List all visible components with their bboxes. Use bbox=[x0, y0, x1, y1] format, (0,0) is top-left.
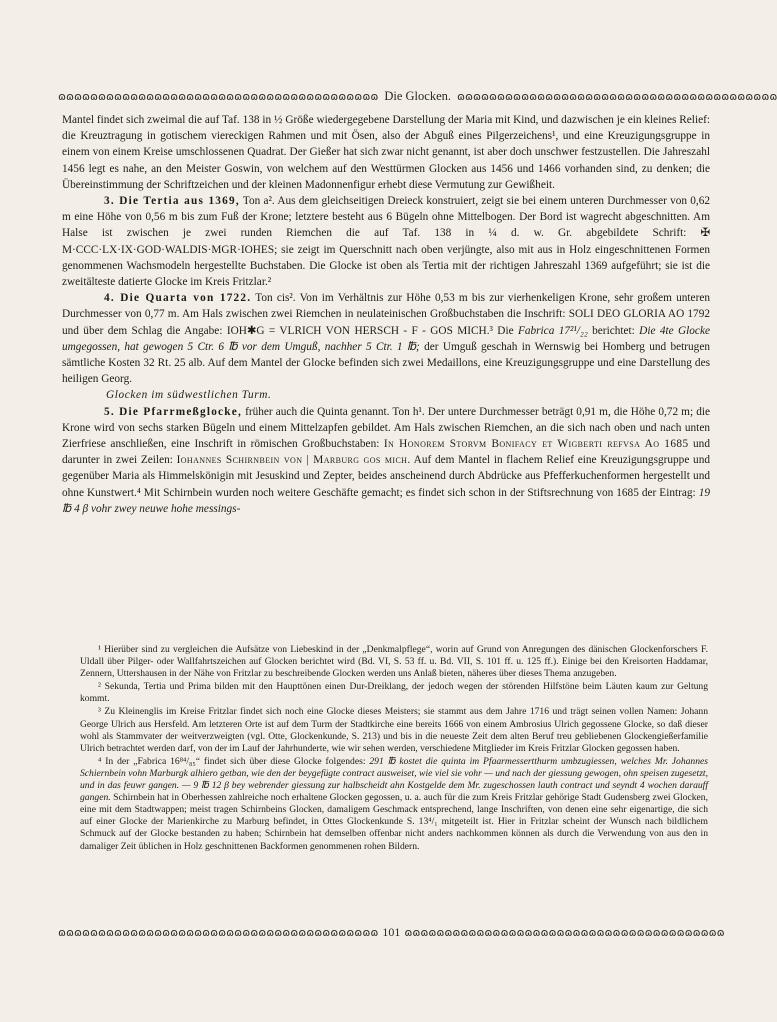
section-subheading: Glocken im südwestlichen Turm. bbox=[106, 389, 272, 402]
pfarr-inscription-1: In Honorem Storvm Bonifacy et Wigberti refvsa Ao 1685 bbox=[383, 438, 689, 451]
item-heading-tertia: 3. Die Tertia aus 1369, bbox=[104, 195, 240, 208]
paragraph-continuation: Mantel findet sich zweimal die auf Taf. 138 in ½ Größe wiedergegebene Darstellung der Maria mit Kind, und dazwischen je ein kleines Relief: die Kreuztragung in gotischem viereckigen Rahmen und mit Ösen, also der Abguß eines Pilgerzeichens¹, und eine Kreuzigungsgruppe in einem von einem Kreise umschlossenen Quadrat. Der Gießer hat sich zwar nicht genannt, ist aber doch unschwer festzustellen. Die Jahreszahl 1456 legt es nahe, an den Meister Goswin, von welchem auf den Westtürmen Glocken aus 1456 und 1466 vorhanden sind, zu denken; die Übereinstimmung der Schriftzeichen und der kleinen Madonnenfigur erhebt diese Vermutung zur Gewißheit. bbox=[62, 114, 710, 191]
running-footer bbox=[58, 924, 725, 939]
item-heading-pfarrmessglocke: 5. Die Pfarrmeßglocke, bbox=[104, 405, 242, 418]
paragraph-tertia bbox=[62, 193, 710, 290]
tertia-text: Ton a². Aus dem gleichseitigen Dreieck konstruiert, zeigt sie bei einem unteren Durchmesser von 0,62 m eine Höhe von 0,56 m bis zum Fuß der Krone; letztere besteht aus 6 Bügeln ohne Mittelbogen. Der Bord ist wagrecht abgeschnitten. Am Halse ist zwischen je zwei runden Riemchen die auf Taf. 138 in ¼ d. w. Gr. abgebildete Schrift: ✠ M·CCC·LX·IX·GOD·WALDIS·MGR·IOHES; sie zeigt im Querschnitt nach oben verjüngte, also mit aus in Holz eingeschnittenen Formen genommenen Wachsmodeln hergestellte Buchstaben. Die Glocke ist oben als Tertia mit der richtigen Jahreszahl 1369 aufgeführt; sie ist die zweitälteste datierte Glocke im Kreis Fritzlar.² bbox=[62, 195, 710, 289]
quarta-fabrica-ref: Fabrica 17²¹/₂₂ bbox=[517, 324, 588, 337]
pfarr-inscription-2: Iohannes Schirnbein von | Marburg gos mich. bbox=[176, 454, 411, 467]
quarta-text-3: der Umguß geschah in Wernswig bei Homberg und betrugen sämtliche Kosten 32 Rt. 25 alb. Auf dem Mantel der Glocke befinden sich zwei Medaillons, eine Kreuzigungsgruppe und eine Darstellung des heiligen Georg. bbox=[62, 340, 710, 386]
paragraph-quarta bbox=[62, 290, 710, 387]
footnote-4-text: Schirnbein hat in Oberhessen zahlreiche noch erhaltene Glocken gegossen, u. a. auch für die zum Kreis Fritzlar gehörige Stadt Gudensberg zwei Glocken, eine mit dem Stadtwappen; meist tragen Schirnbeins Glocken, damaligem Geschmack entsprechend, lange Inschriften, von denen eine sehr eigenartige, die sich auf einer Glocke der Marienkirche zu Marburg befindet, in Ottes Glockenkunde S. 13⁴/₁ mitgeteilt ist. Hier in Fritzlar scheint der Wunsch nach bildlichem Schmuck auf der Glocke bestanden zu haben; Schirnbein hat demselben offenbar nicht anders nachkommen können als durch die Verwendung von aus den in damaliger Zeit üblichen in Holz geschnittenen Backformen genommenen rohen Bildern. bbox=[80, 792, 708, 852]
footnote-1: ¹ Hierüber sind zu vergleichen die Aufsätze von Liebeskind in der „Denkmalpflege“, worin auf Grund von Anregungen des dänischen Glockenforschers F. Uldall über Pilger- oder Wallfahrtszeichen auf Glocken berichtet wird (Bd. VI, S. 53 ff. u. Bd. VII, S. 101 ff. u. 125 ff.). Einige bei den Kreisorten Haddamar, Zennern, Uttershausen in der Nähe von Fritzlar zu beschreibende Glocken werden uns Anlaß bieten, näheres über dieses Thema anzugeben. bbox=[80, 644, 708, 680]
pfarr-text-2: und darunter in zwei Zeilen: bbox=[62, 438, 710, 467]
pfarr-text-3: Auf dem Mantel in flachem Relief eine Kreuzigungsgruppe und gegenüber Maria als Himmelskönigin mit Jesuskind und Zepter, beides anscheinend durch Abdrücke aus Pfefferkuchenformen hergestellt und ohne Kunstwert.⁴ Mit Schirnbein wurden noch weitere Geschäfte gemacht; es findet sich schon in der Stiftsrechnung von 1685 der Eintrag: bbox=[62, 454, 710, 499]
footnote-4-quote: 291 ℔ kostet die quinta im Pfaarmessertthurm umbzugiessen, welches Mr. Johannes Schiernbein vohn Marburgk alhiero getban, wie den der beygefügte contract ausweiset, wie viel sie vohr — und nach der giessung gewogen, ohn speisen zugesetzt, und in das feuwr gangen. — 9 ℔ 12 β bey webrender giessung zur halbscheidt ahn Kostgelde dem Mr. zugeschossen lauth contract und seyndt 4 wochen darauff gangen. bbox=[80, 755, 708, 804]
footnote-2: ² Sekunda, Tertia und Prima bilden mit den Haupttönen einen Dur-Dreiklang, der jedoch wegen der störenden Hilfstöne beim Läuten kaum zur Geltung kommt. bbox=[80, 681, 708, 705]
quarta-quote: Die 4te Glocke umgegossen, hat gewogen 5 Ctr. 6 ℔ vor dem Umguß, nachher 5 Ctr. 1 ℔; bbox=[62, 324, 710, 353]
running-header bbox=[58, 88, 777, 103]
footnotes bbox=[80, 644, 708, 854]
footnote-3: ³ Zu Kleinenglis im Kreise Fritzlar findet sich noch eine Glocke dieses Meisters; sie stammt aus dem Jahre 1716 und trägt seinen vollen Namen: Johann George Ulrich aus Hersfeld. Am letzteren Orte ist auf dem Turm der Stadtkirche eine bereits 1666 von einem Ambrosius Ulrich gegossene Glocke, so daß dieser wohl als Stammvater der weitverzweigten (vgl. Otte, Glockenkunde, S. 213) und bis in die neueste Zeit dem alten Beruf treu gebliebenen Glockengießerfamilie Ulrich betrachtet werden darf, von der im Lauf der Jahrhunderte, wie wir sehen werden, verschiedene Mitglieder im Kreis Fritzlar Glocken gegossen haben. bbox=[80, 706, 708, 754]
item-heading-quarta: 4. Die Quarta von 1722. bbox=[104, 292, 252, 305]
footer-ornament-left: ɷɷɷɷɷɷɷɷɷɷɷɷɷɷɷɷɷɷɷɷɷɷɷɷɷɷɷɷɷɷɷɷɷɷɷɷɷɷɷɷ bbox=[58, 925, 379, 939]
pfarr-text-1: früher auch die Quinta genannt. Ton h¹. Der untere Durchmesser beträgt 0,91 m, die Höhe 0,72 m; die Krone wird von sechs starken Bügeln und einem Mittelzapfen gebildet. Am Hals zwischen Riemchen, an die sich nach oben und nach unten Zierfriese anschließen, eine Inschrift in römischen Großbuchstaben: bbox=[62, 405, 710, 451]
page-number: 101 bbox=[382, 924, 401, 939]
running-title: Die Glocken. bbox=[384, 88, 451, 103]
quarta-text-2: berichtet: bbox=[587, 324, 640, 337]
pfarr-quote: 19 ℔ 4 β vohr zwey neuwe hohe messings- bbox=[62, 486, 710, 515]
main-text bbox=[62, 112, 710, 517]
header-ornament-left: ɷɷɷɷɷɷɷɷɷɷɷɷɷɷɷɷɷɷɷɷɷɷɷɷɷɷɷɷɷɷɷɷɷɷɷɷɷɷɷɷ bbox=[58, 89, 379, 103]
header-ornament-right: ɷɷɷɷɷɷɷɷɷɷɷɷɷɷɷɷɷɷɷɷɷɷɷɷɷɷɷɷɷɷɷɷɷɷɷɷɷɷɷɷ bbox=[457, 89, 777, 103]
footnote-4-intro: ⁴ In der „Fabrica 16⁸⁴/₈₅“ findet sich über diese Glocke folgendes: bbox=[98, 755, 370, 767]
paragraph-pfarrmessglocke bbox=[62, 404, 710, 517]
quarta-text-1: Ton cis². Von im Verhältnis zur Höhe 0,53 m bis zur vierhenkeligen Krone, sehr großem unteren Durchmesser von 0,77 m. Am Hals zwischen zwei Riemchen in neulateinischen Großbuchstaben die Inschrift: SOLI DEO GLORIA AO 1792 und über dem Schlag die Angabe: IOH✱G = VLRICH VON HERSCH - F - GOS MICH.³ Die bbox=[62, 292, 710, 337]
footer-ornament-right: ɷɷɷɷɷɷɷɷɷɷɷɷɷɷɷɷɷɷɷɷɷɷɷɷɷɷɷɷɷɷɷɷɷɷɷɷɷɷɷɷ bbox=[404, 925, 725, 939]
footnote-4 bbox=[80, 756, 708, 853]
